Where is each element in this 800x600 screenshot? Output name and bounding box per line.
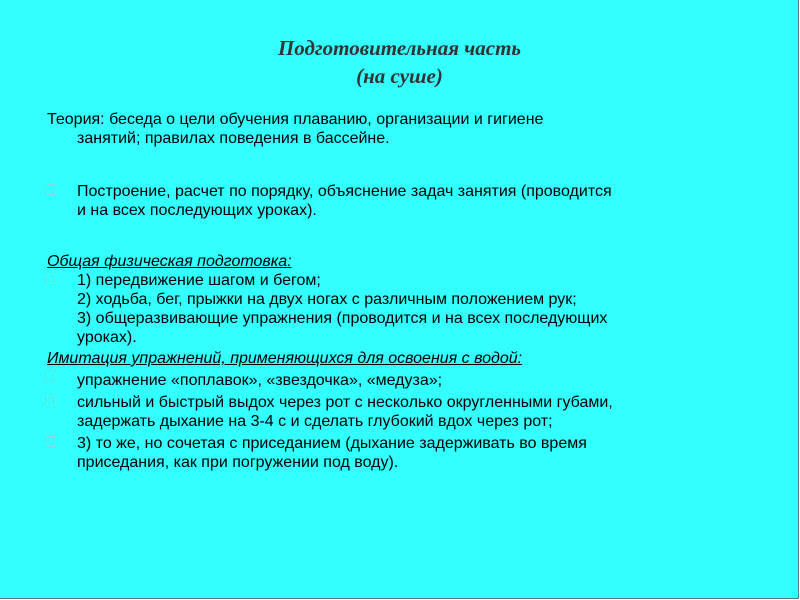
ofp-line-4: уроках).: [77, 329, 137, 346]
bullet-icon: [47, 373, 61, 387]
spacer: [47, 220, 759, 239]
theory-line-1: Теория: беседа о цели обучения плаванию, организации и гигиене: [47, 111, 544, 128]
bullet-icon: [47, 184, 61, 198]
imitation-item-1-text: упражнение «поплавок», «звездочка», «медуза»;: [77, 372, 443, 389]
imitation-item-3-line-2: приседания, как при погружении под воду).: [77, 454, 399, 471]
ofp-line-2: 2) ходьба, бег, прыжки на двух ногах с различным положением рук;: [77, 291, 577, 308]
spacer: [47, 167, 759, 182]
title-line-1: Подготовительная часть: [277, 36, 522, 60]
formation-item: [47, 182, 759, 220]
imitation-item-2-line-2: задержать дыхание на 3-4 с и сделать глубокий вдох через рот;: [77, 413, 553, 430]
slide-title: [0, 34, 799, 90]
theory-paragraph: [47, 110, 759, 148]
theory-line-2: занятий; правилах поведения в бассейне.: [77, 130, 390, 147]
ofp-item: [47, 271, 759, 347]
bullet-icon: [47, 436, 61, 450]
bullet-icon: [47, 395, 61, 409]
imitation-item-2: [47, 393, 759, 431]
bullet-icon: [47, 273, 61, 287]
imitation-item-3-line-1: 3) то же, но сочетая с приседанием (дыхание задерживать во время: [77, 435, 587, 452]
imitation-item-2-line-1: сильный и быстрый выдох через рот с несколько округленными губами,: [77, 394, 613, 411]
ofp-heading: Общая физическая подготовка:: [47, 253, 292, 270]
slide-body: [47, 110, 759, 472]
imitation-item-3: [47, 434, 759, 472]
imitation-heading: Имитация упражнений, применяющихся для освоения с водой:: [47, 350, 523, 367]
title-line-2: (на суше): [356, 64, 443, 88]
spacer: [47, 148, 759, 167]
ofp-line-3: 3) общеразвивающие упражнения (проводится и на всех последующих: [77, 310, 608, 327]
spacer: [47, 239, 759, 252]
imitation-item-1: [47, 371, 759, 390]
formation-line-1: Построение, расчет по порядку, объяснение задач занятия (проводится: [77, 183, 612, 200]
formation-line-2: и на всех последующих уроках).: [77, 202, 317, 219]
ofp-line-1: 1) передвижение шагом и бегом;: [77, 272, 321, 289]
